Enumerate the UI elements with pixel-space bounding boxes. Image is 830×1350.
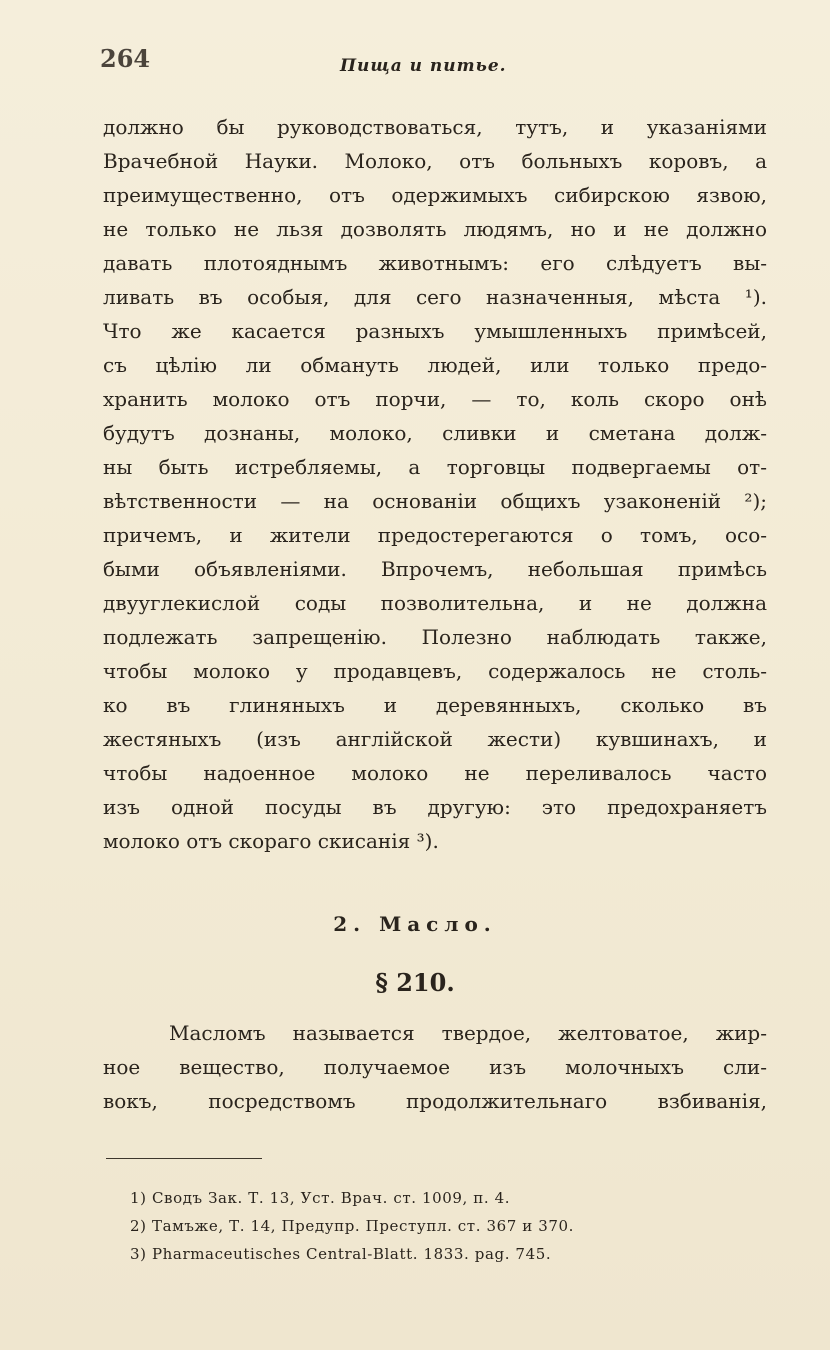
text-line: ливать въ особыя, для сего назначенныя, мѣста ¹). xyxy=(103,285,767,309)
text-line: съ цѣлію ли обмануть людей, или только предо- xyxy=(103,353,767,377)
text-line: Врачебной Науки. Молоко, отъ больныхъ коровъ, а xyxy=(103,149,767,173)
text-line: ны быть истребляемы, а торговцы подвергаемы от- xyxy=(103,455,767,479)
text-line: будутъ дознаны, молоко, сливки и сметана долж- xyxy=(103,421,767,445)
text-line: быми объявленіями. Впрочемъ, небольшая примѣсь xyxy=(103,557,767,581)
footnote: 1) Сводъ Зак. Т. 13, Уст. Врач. ст. 1009, п. 4. xyxy=(130,1189,511,1207)
section-number: § 210. xyxy=(375,968,455,997)
text-line: вокъ, посредствомъ продолжительнаго взбиванія, xyxy=(103,1089,767,1113)
text-line: ко въ глиняныхъ и деревянныхъ, сколько въ xyxy=(103,693,767,717)
text-line: Что же касается разныхъ умышленныхъ примѣсей, xyxy=(103,319,767,343)
text-line: молоко отъ скораго скисанія ³). xyxy=(103,829,439,853)
paragraph-2 xyxy=(103,1016,767,1118)
text-line: причемъ, и жители предостерегаются о томъ, осо- xyxy=(103,523,767,547)
text-line: подлежать запрещенію. Полезно наблюдать также, xyxy=(103,625,767,649)
footnote: 3) Pharmaceutisches Central-Blatt. 1833. pag. 745. xyxy=(130,1245,552,1263)
text-line: чтобы надоенное молоко не переливалось часто xyxy=(103,761,767,785)
text-line: хранить молоко отъ порчи, — то, коль скоро онѣ xyxy=(103,387,767,411)
text-line: преимущественно, отъ одержимыхъ сибирскою язвою, xyxy=(103,183,767,207)
footnote-divider xyxy=(106,1158,262,1159)
text-line: жестяныхъ (изъ англійской жести) кувшинахъ, и xyxy=(103,727,767,751)
text-line: вѣтственности — на основаніи общихъ узаконеній ²); xyxy=(103,489,767,513)
footnotes xyxy=(130,1184,730,1268)
text-line: чтобы молоко у продавцевъ, содержалось не столь- xyxy=(103,659,767,683)
text-line: давать плотояднымъ животнымъ: его слѣдуетъ вы- xyxy=(103,251,767,275)
text-line: не только не льзя дозволять людямъ, но и не должно xyxy=(103,217,767,241)
text-line: должно бы руководствоваться, тутъ, и указаніями xyxy=(103,115,767,139)
footnote: 2) Тамъже, Т. 14, Предупр. Преступл. ст. 367 и 370. xyxy=(130,1217,575,1235)
running-head: Пища и питье. xyxy=(340,56,507,76)
section-title: 2. Масло. xyxy=(333,912,497,936)
paragraph-1 xyxy=(103,110,767,858)
text-line: двууглекислой соды позволительна, и не должна xyxy=(103,591,767,615)
text-line: изъ одной посуды въ другую: это предохраняетъ xyxy=(103,795,767,819)
text-line: Масломъ называется твердое, желтоватое, жир- xyxy=(169,1021,767,1045)
page-number: 264 xyxy=(100,44,151,73)
text-line: ное вещество, получаемое изъ молочныхъ сли- xyxy=(103,1055,767,1079)
